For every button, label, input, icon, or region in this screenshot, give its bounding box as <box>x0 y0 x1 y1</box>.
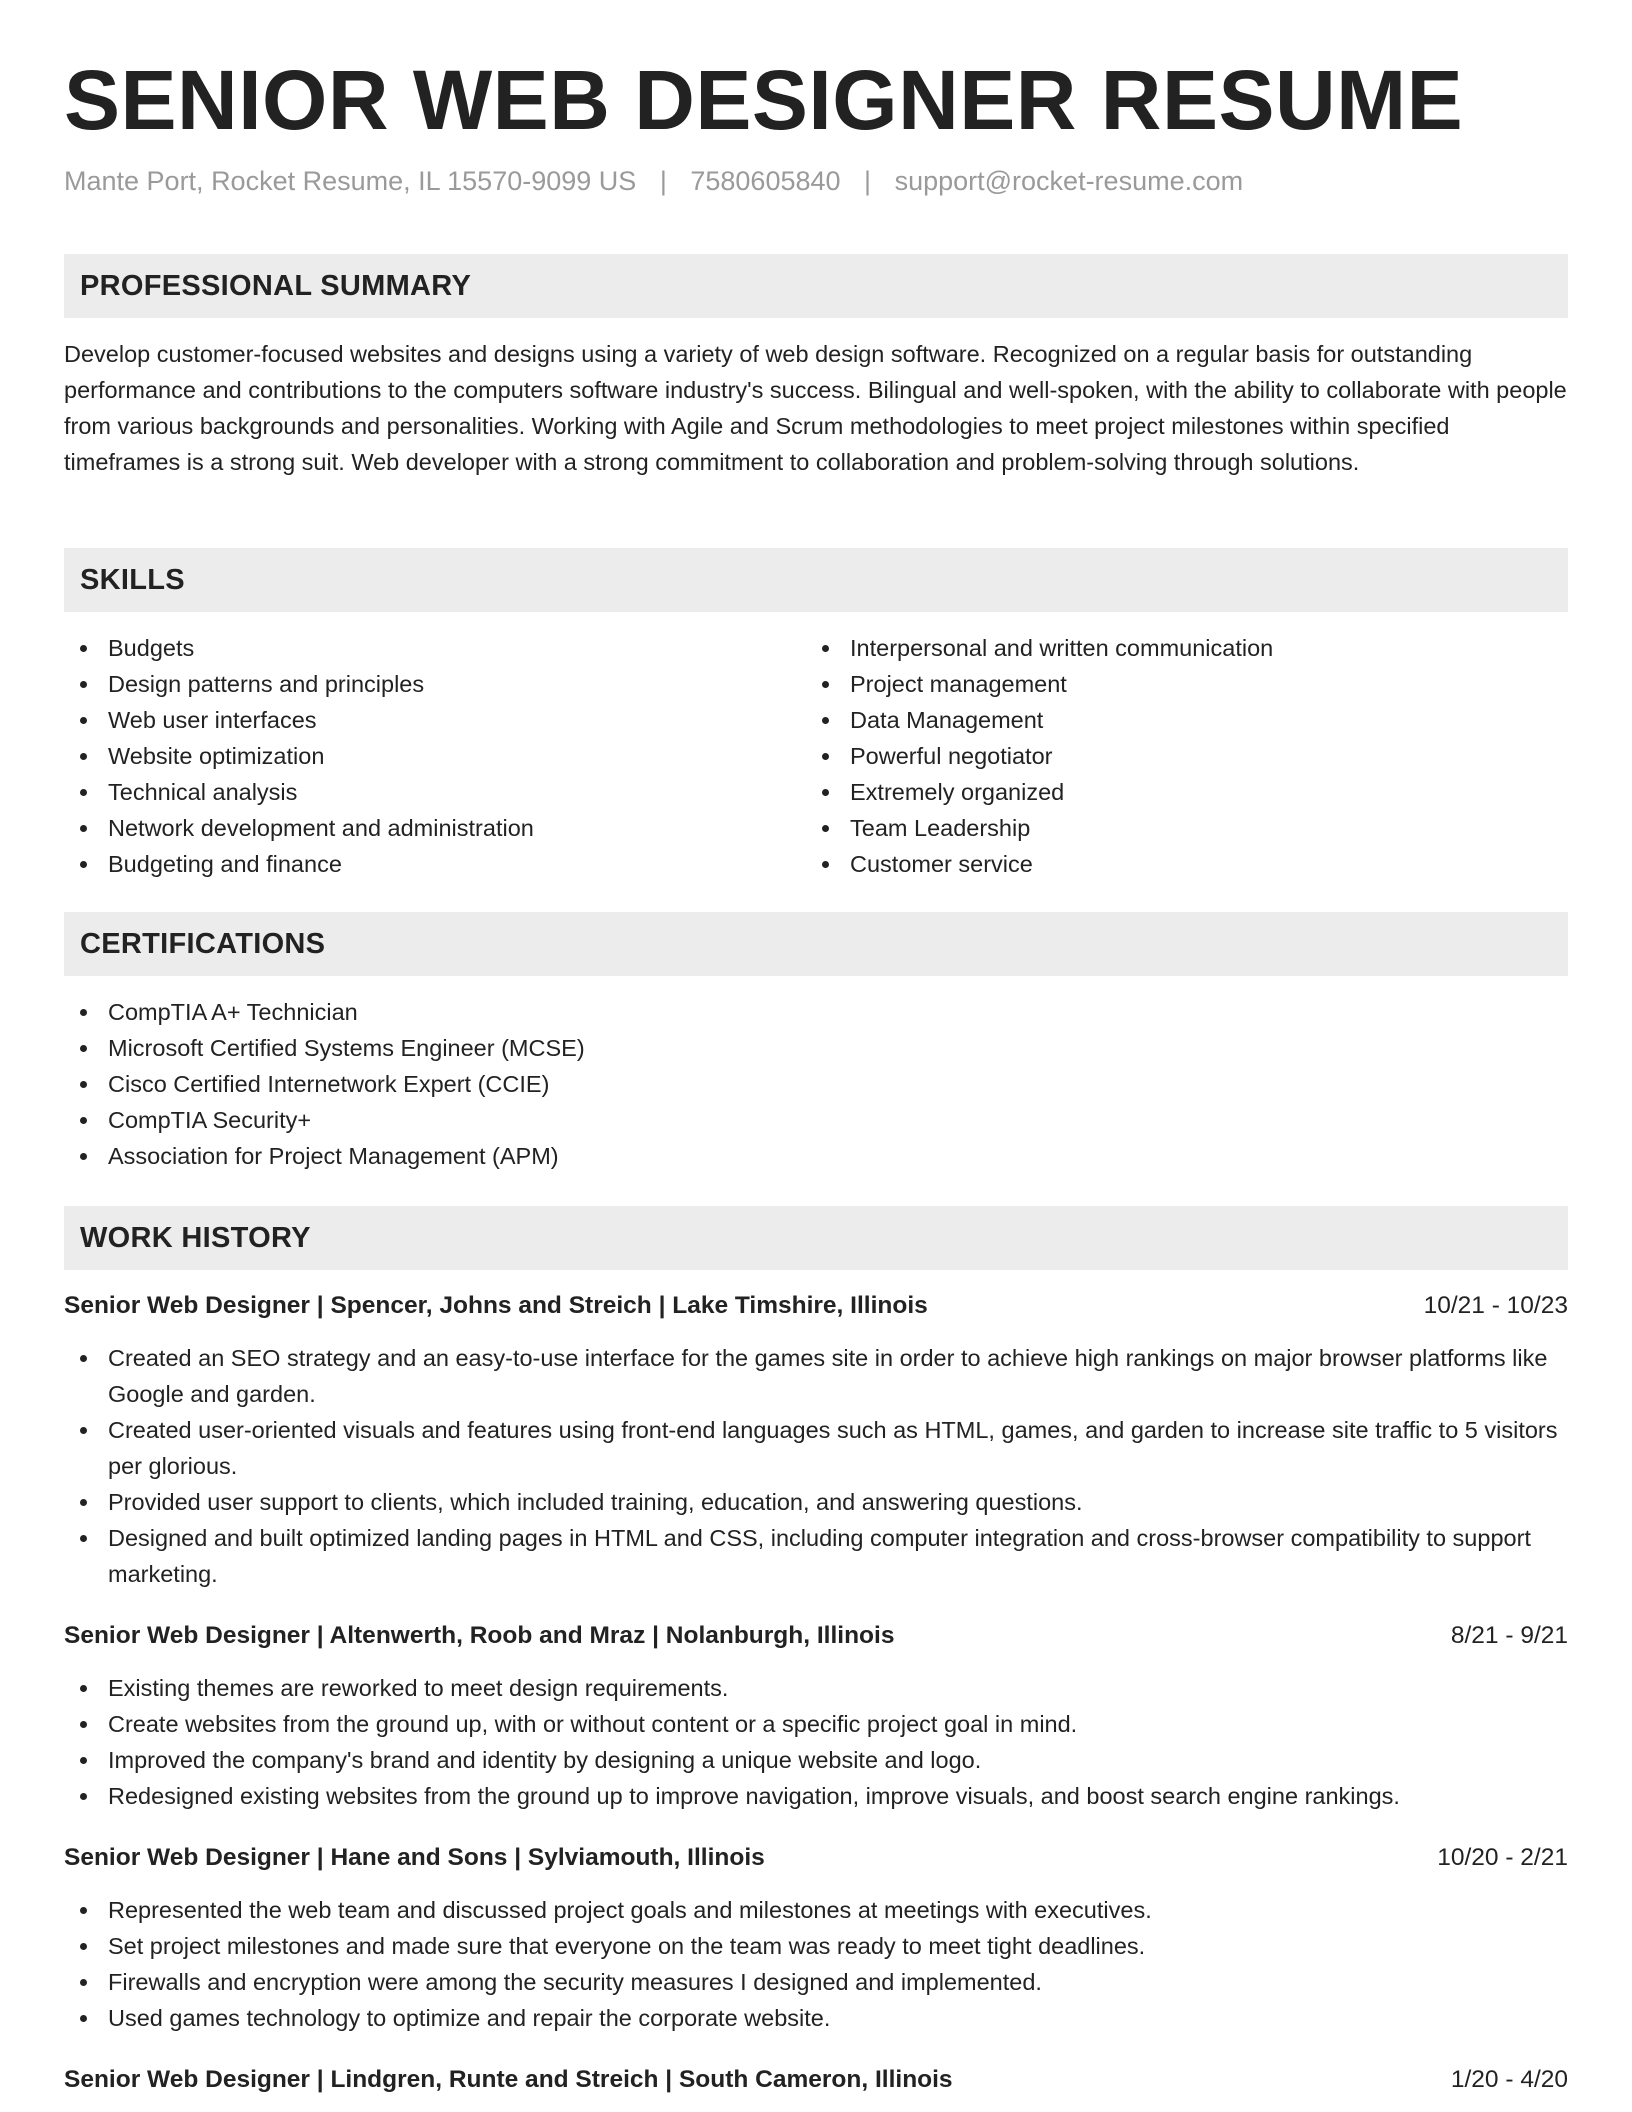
job-bullet: Provided user support to clients, which included training, education, and answering questions. <box>64 1484 1568 1520</box>
certifications-section <box>64 912 1568 1174</box>
work-heading: WORK HISTORY <box>64 1206 1568 1270</box>
skill-item: Web user interfaces <box>64 702 806 738</box>
summary-text: Develop customer-focused websites and designs using a variety of web design software. Recognized on a regular basis for outstanding performance and contributions to the computers software industry's success. Bilingual and well-spoken, with the ability to collaborate with people from various backgrounds and personalities. Working with Agile and Scrum methodologies to meet project milestones within specified timeframes is a strong suit. Web developer with a strong commitment to collaboration and problem-solving through solutions. <box>64 341 1567 475</box>
skill-item: Budgeting and finance <box>64 846 806 882</box>
job-dates: 10/21 - 10/23 <box>1423 1292 1568 1319</box>
job-bullet: Created user-oriented visuals and features using front-end languages such as HTML, games, and garden to increase site traffic to 5 visitors per glorious. <box>64 1412 1568 1484</box>
job-header <box>64 2062 1568 2098</box>
job-title: Senior Web Designer | Hane and Sons | Sylviamouth, Illinois <box>64 1844 765 1871</box>
job-bullet: Designed and built optimized landing pages in HTML and CSS, including computer integration and cross-browser compatibility to support marketing. <box>64 1520 1568 1592</box>
certification-item: CompTIA A+ Technician <box>64 994 1568 1030</box>
skill-item: Extremely organized <box>806 774 1548 810</box>
skill-item: Technical analysis <box>64 774 806 810</box>
job-bullet: Represented the web team and discussed project goals and milestones at meetings with executives. <box>64 1892 1568 1928</box>
contact-phone: 7580605840 <box>690 166 841 196</box>
skills-list-left <box>64 630 806 882</box>
job-title: Senior Web Designer | Spencer, Johns and Streich | Lake Timshire, Illinois <box>64 1292 928 1319</box>
skills-list-right <box>806 630 1548 882</box>
job-dates: 10/20 - 2/21 <box>1437 1844 1568 1871</box>
skill-item: Budgets <box>64 630 806 666</box>
contact-address: Mante Port, Rocket Resume, IL 15570-9099 US <box>64 166 637 196</box>
job-bullet: Set project milestones and made sure that everyone on the team was ready to meet tight deadlines. <box>64 1928 1568 1964</box>
certifications-heading: CERTIFICATIONS <box>64 912 1568 976</box>
contact-email: support@rocket-resume.com <box>894 166 1244 196</box>
contact-separator: | <box>864 166 872 196</box>
skill-item: Interpersonal and written communication <box>806 630 1548 666</box>
skill-item: Network development and administration <box>64 810 806 846</box>
job-bullet: Create websites from the ground up, with or without content or a specific project goal in mind. <box>64 1706 1568 1742</box>
summary-section <box>64 254 1568 480</box>
job-bullet: Created an SEO strategy and an easy-to-use interface for the games site in order to achieve high rankings on major browser platforms like Google and garden. <box>64 1340 1568 1412</box>
contact-separator: | <box>659 166 667 196</box>
job-dates: 8/21 - 9/21 <box>1450 1622 1568 1649</box>
skill-item: Website optimization <box>64 738 806 774</box>
job-entry <box>64 1288 1568 1592</box>
certification-item: Cisco Certified Internetwork Expert (CCIE) <box>64 1066 1568 1102</box>
job-bullet: Existing themes are reworked to meet design requirements. <box>64 1670 1568 1706</box>
skills-heading: SKILLS <box>64 548 1568 612</box>
contact-line <box>64 166 1243 197</box>
skill-item: Project management <box>806 666 1548 702</box>
job-bullet: Improved the company's brand and identity by designing a unique website and logo. <box>64 1742 1568 1778</box>
certification-item: Association for Project Management (APM) <box>64 1138 1568 1174</box>
job-bullets <box>64 1670 1568 1814</box>
job-bullets <box>64 1340 1568 1592</box>
resume-title: SENIOR WEB DESIGNER RESUME <box>64 53 1464 147</box>
job-header <box>64 1840 1568 1876</box>
job-header <box>64 1288 1568 1324</box>
job-bullet: Used games technology to optimize and repair the corporate website. <box>64 2000 1568 2036</box>
skill-item: Team Leadership <box>806 810 1548 846</box>
jobs-container <box>64 1288 1568 2098</box>
job-bullets <box>64 1892 1568 2036</box>
skill-item: Powerful negotiator <box>806 738 1548 774</box>
job-header <box>64 1618 1568 1654</box>
job-bullet: Redesigned existing websites from the ground up to improve navigation, improve visuals, and boost search engine rankings. <box>64 1778 1568 1814</box>
certifications-list <box>64 994 1568 1174</box>
skills-columns <box>64 630 1568 882</box>
certification-item: CompTIA Security+ <box>64 1102 1568 1138</box>
job-dates: 1/20 - 4/20 <box>1450 2066 1568 2093</box>
certification-item: Microsoft Certified Systems Engineer (MCSE) <box>64 1030 1568 1066</box>
job-entry <box>64 2062 1568 2098</box>
job-entry <box>64 1618 1568 1814</box>
skill-item: Customer service <box>806 846 1548 882</box>
skill-item: Data Management <box>806 702 1548 738</box>
job-title: Senior Web Designer | Lindgren, Runte and Streich | South Cameron, Illinois <box>64 2066 953 2093</box>
job-bullet: Firewalls and encryption were among the security measures I designed and implemented. <box>64 1964 1568 2000</box>
skill-item: Design patterns and principles <box>64 666 806 702</box>
job-title: Senior Web Designer | Altenwerth, Roob and Mraz | Nolanburgh, Illinois <box>64 1622 895 1649</box>
summary-heading: PROFESSIONAL SUMMARY <box>64 254 1568 318</box>
job-entry <box>64 1840 1568 2036</box>
skills-section <box>64 548 1568 882</box>
work-section <box>64 1206 1568 2098</box>
